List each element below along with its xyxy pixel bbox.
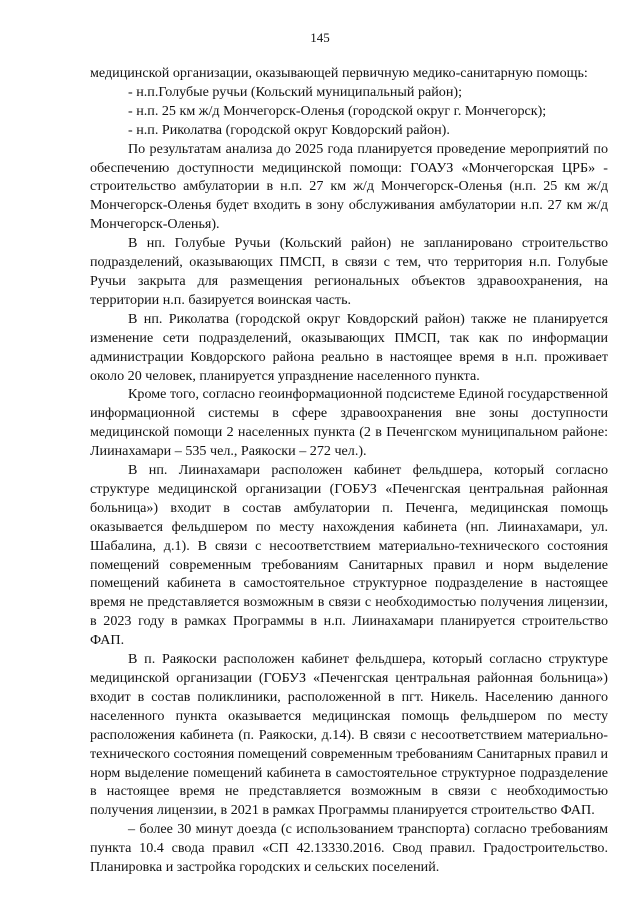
list-item: - н.п. Риколатва (городской округ Ковдорский район).	[128, 121, 450, 138]
list-item: - н.п. 25 км ж/д Мончегорск-Оленья (городской округ г. Мончегорск);	[128, 102, 547, 119]
paragraph-intro: медицинской организации, оказывающей первичную медико-санитарную помощь:	[90, 65, 588, 81]
paragraph: Кроме того, согласно геоинформационной подсистеме Единой государственной информационной системы в сфере здравоохранения вне зоны доступности медицинской помощи 2 населенных пункта (2 в Печенгском муниципальном районе: Лиинахамари – 535 чел., Раякоски – 272 чел.).	[90, 386, 608, 460]
paragraph: По результатам анализа до 2025 года планируется проведение мероприятий по обеспечению доступности медицинской помощи: ГОАУЗ «Мончегорская ЦРБ» - строительство амбулатории в н.п. 27 км ж/д Мончегорск-Оленья (н.п. 25 км ж/д Мончегорск-Оленья будет входить в зону обслуживания амбулатории н.п. 27 км ж/д Мончегорск-Оленья).	[90, 140, 608, 233]
paragraph: В нп. Риколатва (городской округ Ковдорский район) также не планируется изменение сети подразделений, оказывающих ПМСП, так как по информации администрации Ковдорского района реально в настоящее время в н.п. проживает около 20 человек, планируется упразднение населенного пункта.	[90, 310, 608, 384]
paragraph: В п. Раякоски расположен кабинет фельдшера, который согласно структуре медицинской организации (ГОБУЗ «Печенгская центральная районная больница») входит в состав поликлиники, расположенной в пгт. Никель. Населению данного населенного пункта оказывается медицинская помощь фельдшером по месту расположения кабинета (п. Раякоски, д.14). В связи с несоответствием материально- технического состояния помещений современным требованиям Санитарных правил и норм выделение помещений кабинета в самостоятельное структурное подразделение в настоящее время не представляется возможным в связи с необходимостью получения лицензии, в 2021 в рамках Программы планируется строительство ФАП.	[90, 651, 608, 819]
document-body	[90, 64, 608, 877]
paragraph: В нп. Голубые Ручьи (Кольский район) не запланировано строительство подразделений, оказывающих ПМСП, в связи с тем, что территория н.п. Голубые Ручьи закрыта для размещения региональных объектов здравоохранения, на территории н.п. базируется воинская часть.	[90, 235, 608, 308]
paragraph: – более 30 минут доезда (с использованием транспорта) согласно требованиям пункта 10.4 свода правил «СП 42.13330.2016. Свод правил. Градостроительство. Планировка и застройка городских и сельских поселений.	[90, 821, 608, 876]
page-number: 145	[310, 30, 330, 45]
list-item: - н.п.Голубые ручьи (Кольский муниципальный район);	[128, 83, 462, 100]
paragraph: В нп. Лиинахамари расположен кабинет фельдшера, который согласно структуре медицинской организации (ГОБУЗ «Печенгская центральная районная больница») входит в состав амбулатории п. Печенга, медицинская помощь оказывается фельдшером по месту нахождения кабинета (нп. Лиинахамари, ул. Шабалина, д.1). В связи с несоответствием материально-технического состояния помещений современным требованиям Санитарных правил и норм выделение помещений кабинета в самостоятельное структурное подразделение в настоящее время не представляется возможным в связи с необходимостью получения лицензии, в 2023 году в рамках Программы в н.п. Лиинахамари планируется строительство ФАП.	[90, 462, 608, 649]
